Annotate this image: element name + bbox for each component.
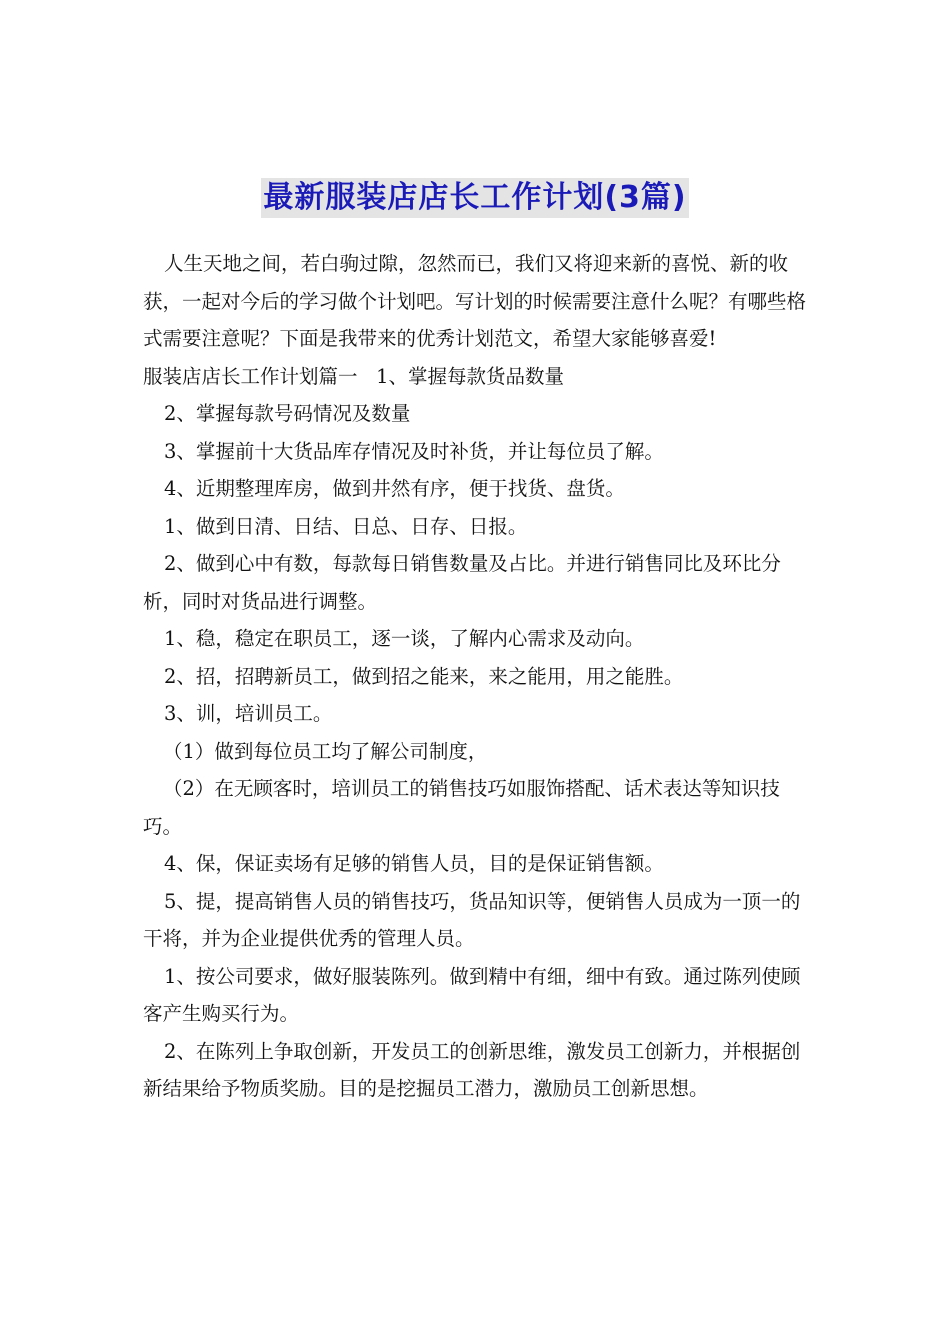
paragraph-intro: 人生天地之间，若白驹过隙，忽然而已，我们又将迎来新的喜悦、新的收获，一起对今后的学习做个计划吧。写计划的时候需要注意什么呢？有哪些格式需要注意呢？下面是我带来的优秀计划范文，希望大家能够喜爱! <box>143 252 807 350</box>
paragraph: 5、提，提高销售人员的销售技巧，货品知识等，便销售人员成为一顶一的干将，并为企业提供优秀的管理人员。 <box>143 889 801 950</box>
page-title: 最新服装店店长工作计划(3篇) <box>261 178 688 218</box>
paragraph: （1）做到每位员工均了解公司制度， <box>163 739 488 763</box>
paragraph: 3、掌握前十大货品库存情况及时补货，并让每位员了解。 <box>164 439 664 463</box>
paragraph: 2、招，招聘新员工，做到招之能来，来之能用，用之能胜。 <box>164 664 684 688</box>
paragraph: 1、按公司要求，做好服装陈列。做到精中有细，细中有致。通过陈列使顾客产生购买行为。 <box>143 964 801 1025</box>
paragraph: 1、稳，稳定在职员工，逐一谈，了解内心需求及动向。 <box>164 627 645 650</box>
paragraph: 2、在陈列上争取创新，开发员工的创新思维，激发员工创新力，并根据创新结果给予物质奖励。目的是挖掘员工潜力，激励员工创新思想。 <box>143 1039 801 1100</box>
paragraph: 2、做到心中有数，每款每日销售数量及占比。并进行销售同比及环比分析，同时对货品进行调整。 <box>143 552 781 613</box>
paragraph: 3、训，培训员工。 <box>164 702 333 725</box>
paragraph: 2、掌握每款号码情况及数量 <box>164 402 411 425</box>
paragraph: （2）在无顾客时，培训员工的销售技巧如服饰搭配、话术表达等知识技巧。 <box>143 777 780 838</box>
paragraph: 1、做到日清、日结、日总、日存、日报。 <box>164 514 528 538</box>
paragraph: 4、保，保证卖场有足够的销售人员，目的是保证销售额。 <box>164 852 664 875</box>
document-body <box>143 245 815 1108</box>
paragraph-section-heading: 服装店店长工作计划篇一 1、掌握每款货品数量 <box>143 364 565 388</box>
title-container <box>0 178 950 218</box>
paragraph: 4、近期整理库房，做到井然有序，便于找货、盘货。 <box>164 477 625 500</box>
